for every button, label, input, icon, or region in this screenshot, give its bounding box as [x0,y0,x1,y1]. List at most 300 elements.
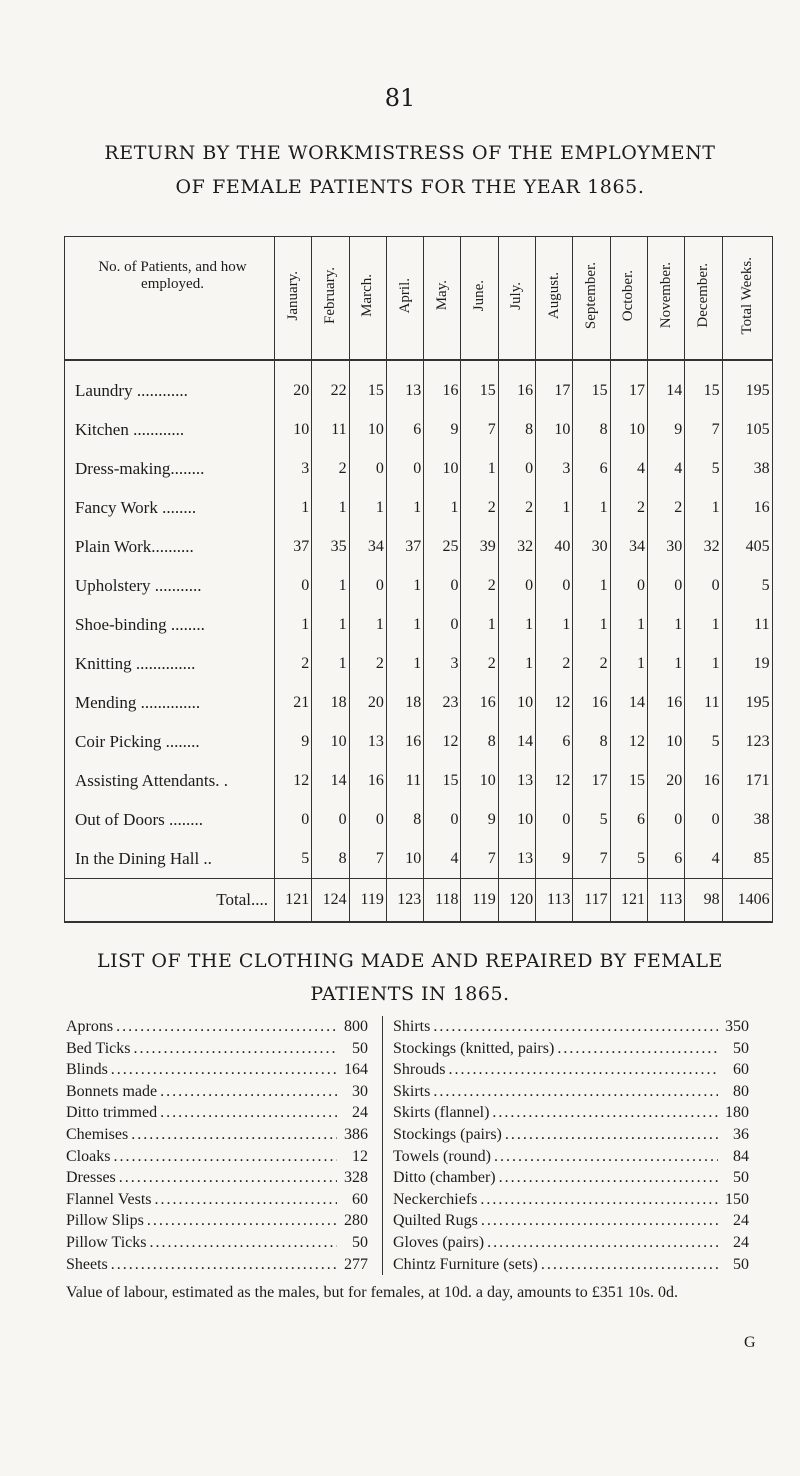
table-row [65,839,773,879]
table-cell: 13 [386,360,423,410]
table-cell: 17 [573,761,610,800]
list-title-line-1: LIST OF THE CLOTHING MADE AND REPAIRED BY FEMALE [97,950,723,972]
table-cell: 1 [498,605,535,644]
item-name: Bed Ticks [66,1039,131,1057]
table-cell: 8 [312,839,349,879]
table-cell: 22 [312,360,349,410]
table-cell: 1 [685,488,722,527]
item-quantity: 50 [352,1233,368,1251]
table-cell: 1 [349,605,386,644]
table-cell: 0 [349,449,386,488]
list-item [393,1232,749,1254]
table-cell: 10 [536,410,573,449]
title-line-2: OF FEMALE PATIENTS FOR THE YEAR 1865. [175,176,645,198]
item-name: Neckerchiefs [393,1190,478,1208]
table-cell: 0 [536,566,573,605]
item-quantity: 24 [733,1212,749,1230]
dot-leader [133,1038,337,1060]
table-row [65,800,773,839]
item-name: Pillow Slips [66,1212,144,1230]
dot-leader [433,1081,718,1103]
table-cell: 123 [722,722,772,761]
table-cell: 1 [647,605,684,644]
dot-leader [160,1102,337,1124]
table-cell: 35 [312,527,349,566]
dot-leader [505,1124,718,1146]
row-label: Laundry ............ [65,360,275,410]
table-cell: 1 [685,644,722,683]
list-item [66,1146,368,1168]
table-cell: 30 [573,527,610,566]
table-cell: 15 [573,360,610,410]
table-cell: 120 [498,879,535,923]
table-cell: 10 [610,410,647,449]
column-header-label: September. [583,261,600,330]
column-header-label: August. [545,271,562,320]
table-cell: 13 [349,722,386,761]
title-line-1: RETURN BY THE WORKMISTRESS OF THE EMPLOYMENT [104,142,716,164]
table-cell: 0 [610,566,647,605]
table-cell: 171 [722,761,772,800]
list-item [393,1081,749,1103]
item-name: Chemises [66,1125,129,1143]
table-cell: 5 [722,566,772,605]
table-cell: 17 [536,360,573,410]
table-cell: 10 [424,449,461,488]
dot-leader [111,1059,337,1081]
table-cell: 1 [386,644,423,683]
column-header [424,237,461,361]
list-item [393,1016,749,1038]
table-cell: 1 [498,644,535,683]
labour-value-note: Value of labour, estimated as the males, but for females, at 10d. a day, amounts to £351 10s. 0d. [66,1284,678,1301]
table-cell: 0 [424,800,461,839]
table-cell: 6 [386,410,423,449]
row-label: Coir Picking ........ [65,722,275,761]
table-cell: 1 [312,488,349,527]
table-cell: 2 [573,644,610,683]
table-cell: 12 [536,683,573,722]
table-cell: 113 [647,879,684,923]
table-cell: 16 [685,761,722,800]
table-cell: 2 [312,449,349,488]
table-cell: 21 [275,683,312,722]
row-label: In the Dining Hall .. [65,839,275,879]
table-cell: 34 [349,527,386,566]
item-quantity: 800 [344,1018,368,1035]
column-header-label: October. [620,269,637,322]
dot-leader [111,1254,337,1276]
table-cell: 98 [685,879,722,923]
table-cell: 0 [685,800,722,839]
list-item [393,1102,749,1124]
item-name: Chintz Furniture (sets) [393,1255,538,1273]
table-cell: 1 [573,566,610,605]
item-quantity: 50 [733,1255,749,1273]
table-cell: 12 [610,722,647,761]
table-cell: 5 [685,449,722,488]
item-quantity: 277 [344,1255,368,1273]
item-name: Shrouds [393,1061,446,1079]
list-item [66,1081,368,1103]
table-cell: 37 [275,527,312,566]
table-cell: 1 [386,488,423,527]
table-cell: 15 [610,761,647,800]
table-cell: 7 [349,839,386,879]
item-name: Shirts [393,1018,431,1035]
item-quantity: 386 [344,1125,368,1143]
column-header-label: January. [284,270,301,321]
list-item [393,1254,749,1276]
table-cell: 15 [461,360,498,410]
table-cell: 1 [312,566,349,605]
table-cell: 1 [647,644,684,683]
dot-leader [541,1254,718,1276]
list-item [66,1189,368,1211]
table-cell: 15 [424,761,461,800]
table-cell: 6 [536,722,573,761]
item-quantity: 80 [733,1082,749,1100]
table-cell: 0 [685,566,722,605]
row-label: Dress-making........ [65,449,275,488]
table-cell: 1 [386,566,423,605]
list-item [393,1146,749,1168]
item-quantity: 328 [344,1169,368,1187]
column-header-label: March. [359,274,376,317]
table-cell: 2 [349,644,386,683]
table-cell: 0 [498,449,535,488]
table-cell: 10 [461,761,498,800]
table-cell: 4 [685,839,722,879]
dot-leader [119,1167,337,1189]
table-cell: 1 [685,605,722,644]
table-cell: 8 [573,410,610,449]
table-cell: 405 [722,527,772,566]
table-cell: 16 [461,683,498,722]
item-name: Bonnets made [66,1082,158,1100]
row-label: Plain Work.......... [65,527,275,566]
table-cell: 85 [722,839,772,879]
dot-leader [494,1146,718,1168]
table-cell: 5 [610,839,647,879]
table-row [65,761,773,800]
table-cell: 30 [647,527,684,566]
table-cell: 7 [685,410,722,449]
list-item [393,1167,749,1189]
list-item [66,1124,368,1146]
table-cell: 6 [610,800,647,839]
column-header [386,237,423,361]
table-cell: 7 [573,839,610,879]
table-cell: 16 [647,683,684,722]
table-cell: 0 [349,800,386,839]
column-header-label: July. [508,281,525,310]
table-cell: 1 [424,488,461,527]
dot-leader [499,1167,718,1189]
table-cell: 11 [685,683,722,722]
table-cell: 11 [386,761,423,800]
table-cell: 0 [386,449,423,488]
column-header-label: Total Weeks. [738,256,755,335]
table-cell: 2 [461,488,498,527]
table-cell: 117 [573,879,610,923]
employment-table [64,236,773,923]
column-header-label: April. [396,277,413,314]
list-item [66,1059,368,1081]
table-cell: 9 [647,410,684,449]
table-cell: 9 [275,722,312,761]
list-item [393,1210,749,1232]
item-quantity: 50 [352,1039,368,1057]
table-cell: 37 [386,527,423,566]
table-cell: 38 [722,449,772,488]
table-cell: 20 [275,360,312,410]
item-name: Cloaks [66,1147,111,1165]
table-cell: 23 [424,683,461,722]
dot-leader [116,1016,337,1038]
item-quantity: 24 [733,1233,749,1251]
table-cell: 10 [498,683,535,722]
table-row [65,360,773,410]
table-cell: 119 [349,879,386,923]
column-header [275,237,312,361]
table-cell: 10 [349,410,386,449]
item-name: Flannel Vests [66,1190,152,1208]
list-item [66,1167,368,1189]
table-cell: 1 [536,488,573,527]
column-header-label: February. [321,267,338,324]
row-label: Knitting .............. [65,644,275,683]
table-row [65,644,773,683]
list-item [66,1254,368,1276]
row-label: Total.... [65,879,275,923]
item-quantity: 60 [352,1190,368,1208]
table-cell: 17 [610,360,647,410]
table-cell: 2 [275,644,312,683]
table-cell: 1 [573,488,610,527]
total-row [65,879,773,923]
table-cell: 0 [536,800,573,839]
table-cell: 0 [647,800,684,839]
item-quantity: 50 [733,1039,749,1057]
page-number: 81 [384,84,416,112]
list-item [393,1189,749,1211]
table-cell: 1 [610,605,647,644]
item-name: Blinds [66,1061,108,1079]
table-cell: 7 [461,839,498,879]
table-cell: 119 [461,879,498,923]
table-cell: 40 [536,527,573,566]
table-cell: 195 [722,360,772,410]
dot-leader [149,1232,337,1254]
table-row [65,683,773,722]
item-quantity: 350 [725,1018,749,1035]
table-cell: 3 [424,644,461,683]
item-quantity: 84 [733,1147,749,1165]
dot-leader [448,1059,718,1081]
column-header-label: December. [694,263,711,328]
table-cell: 5 [573,800,610,839]
dot-leader [113,1146,337,1168]
table-cell: 5 [275,839,312,879]
row-label: Upholstery ........... [65,566,275,605]
dot-leader [492,1102,718,1124]
table-row [65,605,773,644]
table-cell: 105 [722,410,772,449]
table-cell: 16 [386,722,423,761]
list-item [66,1016,368,1038]
column-header [610,237,647,361]
table-cell: 14 [498,722,535,761]
table-cell: 0 [312,800,349,839]
table-cell: 2 [498,488,535,527]
table-cell: 1 [312,644,349,683]
item-quantity: 50 [733,1169,749,1187]
table-cell: 0 [275,800,312,839]
table-cell: 16 [573,683,610,722]
table-row [65,410,773,449]
table-cell: 12 [424,722,461,761]
row-label: Shoe-binding ........ [65,605,275,644]
table-cell: 9 [536,839,573,879]
table-cell: 195 [722,683,772,722]
row-label: Mending .............. [65,683,275,722]
item-quantity: 30 [352,1082,368,1100]
item-quantity: 60 [733,1061,749,1079]
table-cell: 1 [386,605,423,644]
clothing-list-right [382,1016,749,1275]
table-cell: 18 [386,683,423,722]
table-cell: 2 [461,644,498,683]
table-cell: 10 [647,722,684,761]
column-header [722,237,772,361]
item-quantity: 24 [352,1104,368,1122]
item-name: Towels (round) [393,1147,491,1165]
column-header [647,237,684,361]
column-header [349,237,386,361]
table-cell: 13 [498,839,535,879]
table-cell: 113 [536,879,573,923]
table-cell: 2 [536,644,573,683]
table-cell: 16 [498,360,535,410]
table-cell: 4 [647,449,684,488]
table-cell: 11 [722,605,772,644]
item-quantity: 280 [344,1212,368,1230]
table-cell: 14 [312,761,349,800]
table-cell: 12 [536,761,573,800]
table-cell: 7 [461,410,498,449]
table-row [65,527,773,566]
column-header-label: May. [433,280,450,311]
table-cell: 20 [349,683,386,722]
table-cell: 0 [498,566,535,605]
item-name: Quilted Rugs [393,1212,478,1230]
table-cell: 14 [647,360,684,410]
table-cell: 5 [685,722,722,761]
table-cell: 1 [610,644,647,683]
item-quantity: 150 [725,1190,749,1208]
dot-leader [557,1038,718,1060]
table-cell: 32 [685,527,722,566]
table-cell: 3 [275,449,312,488]
table-cell: 9 [461,800,498,839]
table-cell: 1 [275,488,312,527]
item-name: Ditto (chamber) [393,1169,496,1187]
item-name: Stockings (pairs) [393,1125,502,1143]
table-cell: 1 [536,605,573,644]
column-header-label: November. [657,262,674,329]
item-name: Aprons [66,1018,114,1035]
signature-mark: G [744,1334,756,1351]
table-cell: 38 [722,800,772,839]
table-cell: 121 [275,879,312,923]
dot-leader [487,1232,718,1254]
item-name: Skirts (flannel) [393,1104,490,1122]
table-cell: 1 [312,605,349,644]
table-cell: 8 [498,410,535,449]
column-header [498,237,535,361]
list-item [66,1232,368,1254]
column-header [685,237,722,361]
column-header [312,237,349,361]
row-label: Out of Doors ........ [65,800,275,839]
table-cell: 13 [498,761,535,800]
dot-leader [480,1189,718,1211]
table-cell: 19 [722,644,772,683]
table-cell: 0 [275,566,312,605]
table-cell: 34 [610,527,647,566]
table-cell: 0 [424,566,461,605]
table-cell: 9 [424,410,461,449]
dot-leader [147,1210,337,1232]
item-name: Dresses [66,1169,116,1187]
table-cell: 8 [461,722,498,761]
table-cell: 123 [386,879,423,923]
table-cell: 1 [275,605,312,644]
list-title-line-2: PATIENTS IN 1865. [310,983,510,1005]
list-item [66,1102,368,1124]
table-cell: 124 [312,879,349,923]
table-header-row [65,237,773,361]
item-quantity: 12 [352,1147,368,1165]
column-header-label: June. [471,279,488,312]
column-header [573,237,610,361]
table-cell: 25 [424,527,461,566]
item-name: Sheets [66,1255,108,1273]
row-label: Kitchen ............ [65,410,275,449]
table-cell: 2 [647,488,684,527]
table-cell: 39 [461,527,498,566]
table-cell: 10 [386,839,423,879]
table-cell: 6 [647,839,684,879]
table-cell: 11 [312,410,349,449]
table-cell: 10 [312,722,349,761]
item-name: Pillow Ticks [66,1233,147,1251]
list-item [393,1124,749,1146]
table-cell: 1406 [722,879,772,923]
item-name: Skirts [393,1082,431,1100]
table-row [65,449,773,488]
table-cell: 16 [424,360,461,410]
table-cell: 0 [424,605,461,644]
table-row [65,722,773,761]
table-cell: 0 [647,566,684,605]
table-cell: 2 [610,488,647,527]
corner-header: No. of Patients, and how employed. [65,237,275,361]
list-item [393,1059,749,1081]
table-cell: 10 [498,800,535,839]
table-cell: 4 [424,839,461,879]
